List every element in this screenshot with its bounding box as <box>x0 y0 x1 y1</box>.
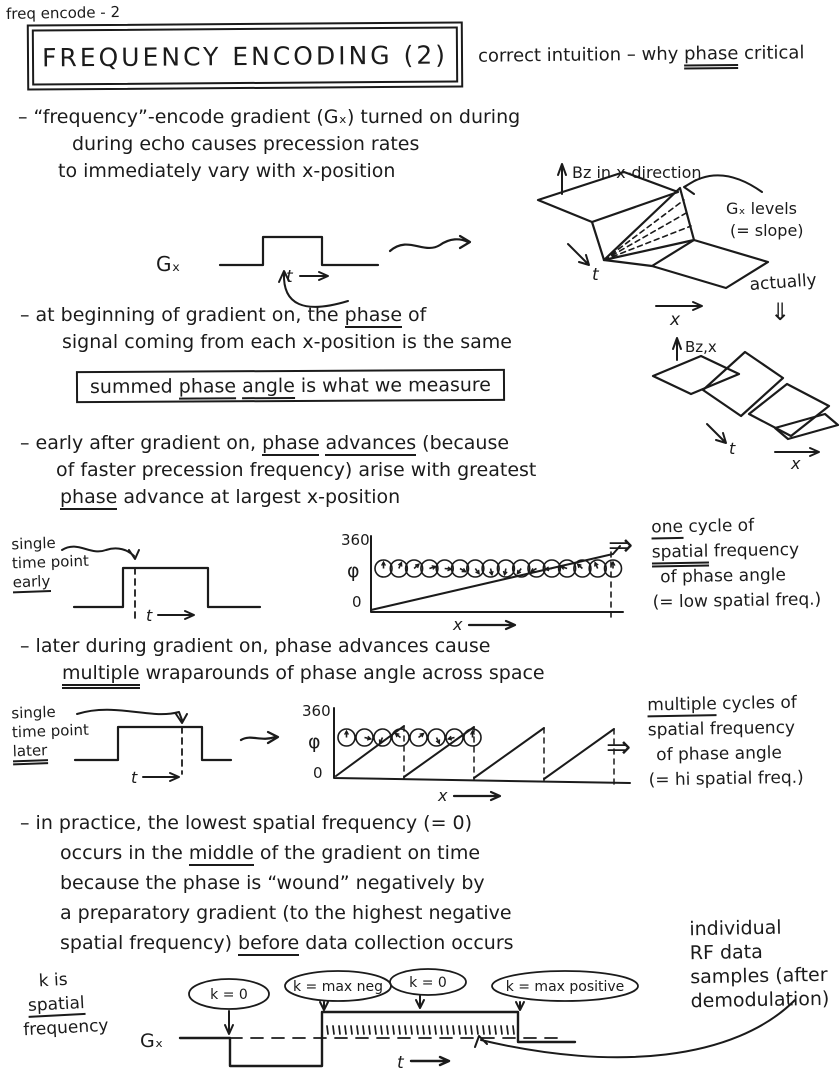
x-axis-label: x <box>453 615 463 634</box>
annot-line: of phase angle <box>660 565 787 588</box>
gradient-pulse-waveform <box>220 237 378 265</box>
annot-line: multiple cycles of <box>647 692 797 716</box>
phi-label: φ <box>347 560 360 582</box>
k-definition-label <box>20 966 109 1042</box>
to-plot-arrow-icon <box>241 732 278 743</box>
bullet5-line1: – in practice, the lowest spatial frequency (= 0) <box>20 812 473 834</box>
gx-axis-label: Gₓ <box>140 1030 164 1052</box>
down-arrow-icon <box>225 1011 233 1034</box>
t-label: t <box>729 439 736 458</box>
phi-label: φ <box>308 731 321 753</box>
label-line: single <box>11 533 57 554</box>
phase-vs-x-plot-early <box>335 528 635 633</box>
bullet1-line2: during echo causes precession rates <box>72 133 420 155</box>
multiple-cycles-annotation <box>647 691 804 794</box>
time-axis-label: t <box>131 768 138 787</box>
label-line: time point <box>11 720 90 742</box>
k-max-pos-label: k = max positive <box>505 979 625 995</box>
implies-arrow-icon: ⇒ <box>608 528 634 563</box>
y-max-label: 360 <box>302 702 331 720</box>
label-line: spatial <box>27 992 86 1016</box>
one-cycle-annotation <box>651 513 821 616</box>
time-axis-label: t <box>146 606 153 625</box>
pinwheel-plate-left <box>653 356 739 394</box>
gx-levels-label: Gₓ levels <box>726 199 797 218</box>
page-title: FREQUENCY ENCODING (2) <box>41 40 449 72</box>
t-arrow-icon <box>568 244 589 265</box>
phase-vs-x-plot-later <box>300 698 640 803</box>
annot-line: of phase angle <box>656 743 783 766</box>
bz-axis-label: Bz in x-direction <box>572 163 702 182</box>
bullet2-line1: – at beginning of gradient on, the phase of <box>20 304 427 326</box>
k-zero-label-2: k = 0 <box>409 975 447 991</box>
bullet-in-practice <box>20 808 514 958</box>
k-zero-label-1: k = 0 <box>210 987 248 1003</box>
bullet1-line1: – “frequency”-encode gradient (Gₓ) turned on during <box>18 106 521 128</box>
label-line: frequency <box>22 1015 109 1041</box>
boxed-note: summed phase angle is what we measure <box>76 369 505 403</box>
squiggle-arrow-icon <box>390 236 470 251</box>
bullet5-line4: a preparatory gradient (to the highest negative <box>60 902 512 924</box>
bullet3-line1: – early after gradient on, phase advances (because <box>20 432 510 454</box>
bullet5-line5: spatial frequency) before data collection occurs <box>60 932 514 954</box>
wedge-edge <box>592 222 604 260</box>
down-arrow-icon <box>320 1002 328 1010</box>
time-arrow-icon <box>411 1057 449 1065</box>
bzx-axis-arrow-icon <box>673 338 681 360</box>
double-down-arrow-icon: ⇓ <box>770 298 791 326</box>
label-line: single <box>11 702 57 723</box>
annot-line: individual <box>689 916 782 941</box>
bz-wedge-sketch <box>528 148 840 338</box>
subtitle-note: correct intuition – why phase critical <box>478 42 805 66</box>
annot-line: samples (after <box>690 963 828 989</box>
bullet4-line1: – later during gradient on, phase advances cause <box>20 635 491 657</box>
readout-gradient-waveform <box>180 1012 575 1066</box>
bullet-early-gradient <box>20 430 536 511</box>
bullet3-line3: phase advance at largest x-position <box>60 486 401 508</box>
time-arrow-icon <box>143 773 179 781</box>
label-line: later <box>12 740 90 762</box>
gradient-pulse-waveform <box>74 568 260 607</box>
bullet-beginning-phase <box>20 302 512 356</box>
bullet5-line2: occurs in the middle of the gradient on time <box>60 842 481 864</box>
annot-line: (= hi spatial freq.) <box>648 767 804 791</box>
bullet2-line2: signal coming from each x-position is the same <box>62 331 512 353</box>
x-arrow-icon <box>454 792 500 800</box>
down-arrow-icon <box>416 996 424 1008</box>
bz-axis-arrow-icon <box>558 164 566 194</box>
slope-label: (= slope) <box>730 221 804 240</box>
y-zero-label: 0 <box>313 764 323 782</box>
x-arrow-icon <box>656 302 702 310</box>
bullet3-line2: of faster precession frequency) arise with greatest <box>56 459 537 481</box>
pinwheel-plate-right <box>749 384 829 436</box>
bullet-later-gradient <box>20 633 545 687</box>
gradient-pulse-waveform <box>75 727 231 760</box>
bullet-frequency-encode <box>18 104 520 185</box>
bullet1-line3: to immediately vary with x-position <box>58 160 396 182</box>
sawtooth-ramps <box>336 726 614 779</box>
x-label: x <box>791 454 801 473</box>
annot-line: spatial frequency <box>647 717 796 741</box>
annot-line: demodulation) <box>690 987 830 1013</box>
annot-line: RF data <box>689 940 763 965</box>
page-corner-label: freq encode - 2 <box>5 3 121 23</box>
time-axis-label: t <box>397 1053 404 1073</box>
annot-line: spatial frequency <box>652 538 821 566</box>
x-label: x <box>670 310 681 330</box>
gx-axis-label: Gₓ <box>156 252 181 276</box>
time-arrow-icon <box>158 611 194 619</box>
x-arrow-icon <box>469 621 515 629</box>
rf-samples-annotation <box>689 915 829 1013</box>
pinwheel-plate-bottom <box>775 414 838 439</box>
bullet4-line2: multiple wraparounds of phase angle across space <box>62 660 545 687</box>
phase-ramp-line <box>371 546 620 610</box>
label-line: time point <box>11 551 90 573</box>
label-line: k is <box>38 969 69 992</box>
time-axis-label: t <box>286 267 293 287</box>
pointer-arrow-icon <box>62 547 139 559</box>
title-box <box>32 27 458 86</box>
x-axis-label: x <box>438 786 448 805</box>
t-arrow-icon <box>707 424 726 443</box>
y-max-label: 360 <box>341 531 370 549</box>
y-zero-label: 0 <box>352 593 362 611</box>
pulse-early-diagram <box>60 540 340 630</box>
annot-line: one cycle of <box>651 515 755 538</box>
phase-dials-row <box>375 560 622 577</box>
implies-arrow-icon: ⇒ <box>606 730 632 765</box>
bzx-axis-label: Bz,x <box>685 338 717 356</box>
rf-sample-ticks <box>327 1026 514 1034</box>
annot-line: (= low spatial freq.) <box>652 589 822 613</box>
pointer-arrow-icon <box>77 710 187 723</box>
down-arrow-icon <box>516 1002 524 1010</box>
t-label: t <box>592 265 599 285</box>
wedge-plate-right <box>604 240 768 288</box>
bullet5-line3: because the phase is “wound” negatively by <box>60 872 485 894</box>
k-max-neg-label: k = max neg <box>292 979 384 995</box>
label-line: early <box>12 572 51 592</box>
actually-label: actually <box>748 270 818 295</box>
time-arrow-icon <box>300 272 328 280</box>
bzx-pinwheel-sketch <box>645 328 840 478</box>
